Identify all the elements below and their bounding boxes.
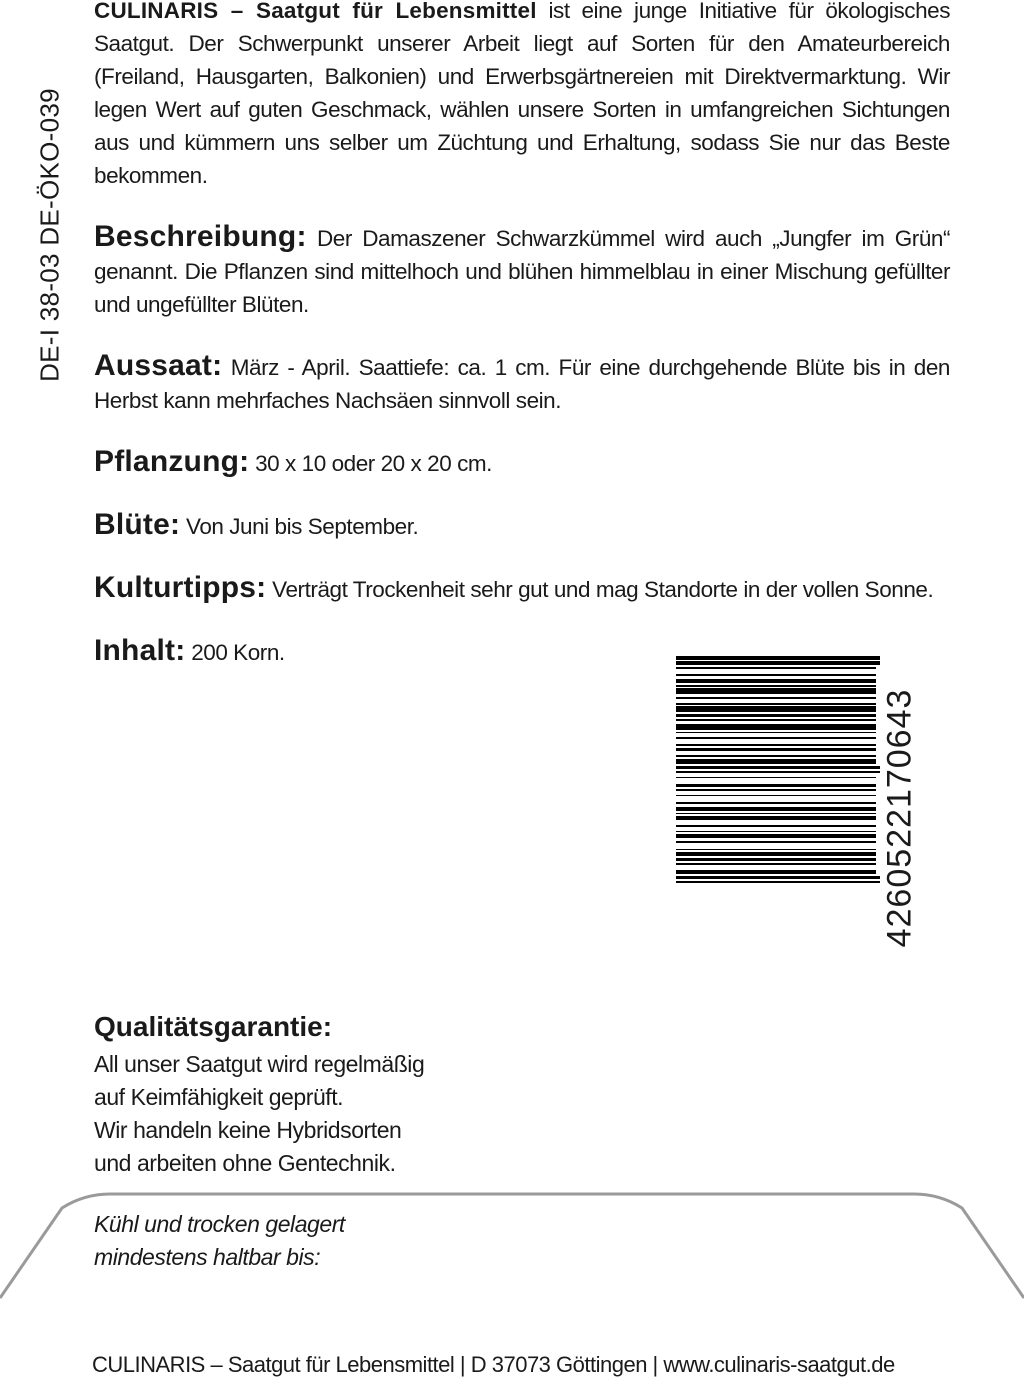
barcode-bar (676, 849, 876, 851)
barcode-bar (676, 706, 876, 711)
certification-code-text: DE-I 38-03 DE-ÖKO-039 (34, 88, 65, 382)
section-heading: Kulturtipps: (94, 571, 267, 604)
barcode-bar (676, 816, 876, 820)
barcode-bar (676, 870, 876, 874)
section-text: Von Juni bis September. (180, 514, 419, 539)
quality-line: Wir handeln keine Hybridsorten (94, 1117, 402, 1143)
barcode-bar (676, 795, 876, 797)
barcode-bar (676, 881, 880, 883)
section-heading: Inhalt: (94, 634, 186, 667)
section-heading: Beschreibung: (94, 220, 307, 253)
barcode-bars (676, 656, 876, 948)
section-beschreibung (94, 220, 950, 321)
storage-line: Kühl und trocken gelagert (94, 1211, 345, 1237)
barcode-bar (676, 714, 876, 718)
barcode-bar (676, 876, 880, 880)
barcode (676, 656, 912, 968)
section-text: Der Damaszener Schwarzkümmel wird auch „Jungfer im Grün“ genannt. Die Pflanzen sind mittelhoch und blühen himmelblau in einer Mischung gefüllter und ungefüllter Blüten. (94, 226, 950, 317)
section-text: Verträgt Trockenheit sehr gut und mag Standorte in der vollen Sonne. (266, 577, 934, 602)
section-bluete (94, 508, 950, 543)
barcode-bar (676, 802, 876, 804)
barcode-bar (676, 852, 876, 856)
barcode-bar (676, 771, 880, 773)
barcode-bar (676, 656, 880, 660)
barcode-bar (676, 755, 876, 757)
barcode-bar (676, 744, 876, 746)
barcode-bar (676, 703, 876, 705)
barcode-bar (676, 784, 876, 788)
barcode-bar (676, 737, 876, 739)
barcode-bar (676, 688, 876, 693)
footer-address: CULINARIS – Saatgut für Lebensmittel | D 37073 Göttingen | www.culinaris-saatgut.de (92, 1352, 895, 1377)
barcode-bar (676, 667, 876, 669)
quality-line: und arbeiten ohne Gentechnik. (94, 1150, 396, 1176)
barcode-bar (676, 759, 876, 764)
barcode-bar (676, 748, 876, 752)
product-description (94, 0, 950, 669)
quality-guarantee (94, 1008, 594, 1180)
barcode-bar (676, 789, 876, 791)
certification-code (30, 90, 70, 380)
storage-line: mindestens haltbar bis: (94, 1244, 321, 1270)
barcode-bar (676, 679, 876, 683)
section-heading: Blüte: (94, 508, 181, 541)
section-text: März - April. Saattiefe: ca. 1 cm. Für eine durchgehende Blüte bis in den Herbst kann mehrfaches Nachsäen sinnvoll sein. (94, 355, 950, 413)
storage-note (94, 1208, 345, 1274)
barcode-bar (676, 661, 880, 665)
barcode-bar (676, 719, 876, 721)
barcode-bar (676, 834, 876, 838)
intro-paragraph (94, 0, 950, 192)
barcode-bar (676, 825, 876, 827)
section-heading: Aussaat: (94, 349, 223, 382)
barcode-bar (676, 732, 876, 734)
section-text: 30 x 10 oder 20 x 20 cm. (249, 451, 492, 476)
intro-text: ist eine junge Initiative für ökologisches Saatgut. Der Schwerpunkt unserer Arbeit liegt auf Sorten für den Amateurbereich (Freiland, Hausgarten, Balkonien) und Erwerbsgärtnereien mit Direktvermarktung. Wir legen Wert auf guten Geschmack, wählen unsere Sorten in umfangreichen Sichtungen aus und kümmern uns selber um Züchtung und Erhaltung, sodass Sie nur das Beste bekommen. (94, 0, 951, 188)
section-aussaat (94, 349, 950, 417)
section-kulturtipps (94, 571, 950, 606)
quality-title: Qualitätsgarantie: (94, 1011, 333, 1042)
barcode-bar (676, 831, 876, 833)
barcode-bar (676, 724, 876, 729)
quality-line: auf Keimfähigkeit geprüft. (94, 1084, 344, 1110)
section-text: 200 Korn. (185, 640, 285, 665)
barcode-bar (676, 807, 876, 811)
barcode-bar (676, 841, 876, 843)
intro-lead: CULINARIS – Saatgut für Lebensmittel (94, 0, 537, 23)
section-heading: Pflanzung: (94, 445, 250, 478)
barcode-bar (676, 813, 876, 815)
section-pflanzung (94, 445, 950, 480)
barcode-bar (676, 685, 876, 687)
quality-line: All unser Saatgut wird regelmäßig (94, 1051, 425, 1077)
barcode-bar (676, 858, 876, 862)
barcode-bar (676, 766, 880, 770)
barcode-bar (676, 674, 876, 676)
barcode-bar (676, 863, 876, 865)
barcode-number-text: 4260522170643 (880, 688, 919, 948)
barcode-bar (676, 697, 876, 699)
barcode-number (880, 668, 920, 968)
barcode-bar (676, 777, 876, 779)
